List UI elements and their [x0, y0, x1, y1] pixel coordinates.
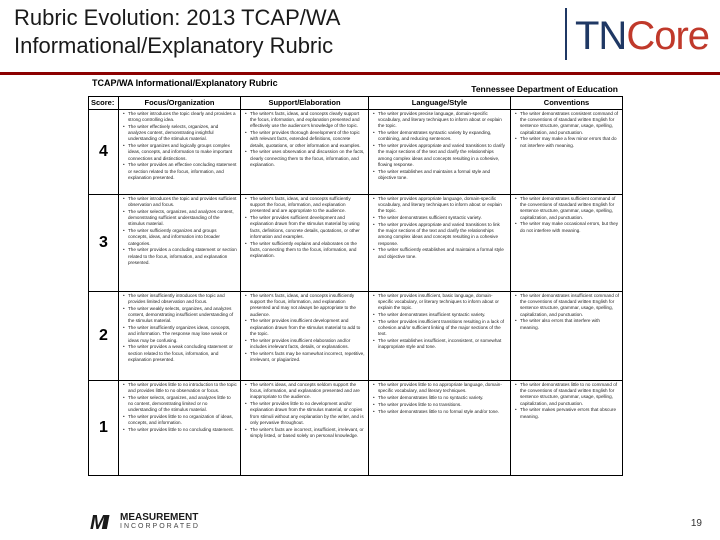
- table-row: [89, 195, 623, 292]
- title-line-2: Informational/Explanatory Rubric: [14, 33, 334, 58]
- focus-cell: [119, 292, 241, 381]
- column-header: Score:: [89, 97, 119, 110]
- language-cell: [369, 195, 511, 292]
- column-header: Focus/Organization: [119, 97, 241, 110]
- title-line-1: Rubric Evolution: 2013 TCAP/WA: [14, 5, 341, 30]
- language-cell: [369, 110, 511, 195]
- criteria-list: [372, 382, 507, 415]
- criterion-item: • The writer insufficiently introduces the topic and provides limited observation and focus.: [128, 293, 237, 305]
- criterion-item: • The writer provides sufficient development and explanation drawn from the stimulus material by using facts, definitions, concrete details, quotations, or other information and examples.: [250, 215, 365, 240]
- table-header-row: [89, 97, 623, 110]
- criterion-item: • The writer weakly selects, organizes, and analyzes content, demonstrating insufficient understanding of the stimulus material.: [128, 306, 237, 325]
- criteria-list: [122, 196, 237, 266]
- score-cell: 4: [89, 110, 119, 195]
- score-cell: 1: [89, 381, 119, 476]
- score-cell: 2: [89, 292, 119, 381]
- criterion-item: • The writer sufficiently establishes and maintains a formal style and objective tone.: [378, 247, 507, 259]
- criterion-item: • The writer's facts, ideas, and concepts clearly support the focus, information, and explanation presented and effectively use the audience's knowledge of the topic.: [250, 111, 365, 130]
- criterion-item: • The writer provides insufficient transitions resulting in a lack of cohesion and/or sufficient linking of the major sections of the text.: [378, 319, 507, 338]
- criterion-item: • The writer's facts, ideas, and concepts insufficiently support the focus, information, and explanation presented and may not always be appropriate to the audience.: [250, 293, 365, 318]
- language-cell: [369, 292, 511, 381]
- header-rule: [0, 72, 720, 75]
- column-header: Support/Elaboration: [241, 97, 369, 110]
- criterion-item: • The writer provides little to no appropriate language, domain-specific vocabulary, and literary techniques.: [378, 382, 507, 394]
- logo-mark: MI: [90, 512, 107, 534]
- criterion-item: • The writer demonstrates little to no formal style and/or tone.: [378, 409, 507, 415]
- criteria-list: [514, 293, 619, 331]
- criteria-list: [372, 196, 507, 260]
- support-cell: [241, 381, 369, 476]
- conventions-cell: [511, 195, 623, 292]
- criterion-item: • The writer's facts, ideas, and concepts sufficiently support the focus, information, and explanation presented and are appropriate to the audience.: [250, 196, 365, 215]
- focus-cell: [119, 381, 241, 476]
- criterion-item: • The writer provides little to no introduction to the topic and provides little to no observation or focus.: [128, 382, 237, 394]
- criterion-item: • The writer introduces the topic and provides sufficient observation and focus.: [128, 196, 237, 208]
- logo-line-1: MEASUREMENT: [120, 512, 199, 523]
- criterion-item: • The writer demonstrates little to no command of the conventions of standard written English for sentence structure, grammar, usage, spelling, capitalization, and punctuation.: [520, 382, 619, 407]
- criteria-list: [244, 196, 365, 259]
- criterion-item: • The writer provides an effective concluding statement or section related to the focus, information, and explanation presented.: [128, 162, 237, 181]
- criterion-item: • The writer provides little to no concluding statement.: [128, 427, 237, 433]
- table-row: [89, 381, 623, 476]
- criterion-item: • The writer makes pervasive errors that obscure meaning.: [520, 407, 619, 419]
- criterion-item: • The writer establishes insufficient, inconsistent, or somewhat inappropriate style and tone.: [378, 338, 507, 350]
- criteria-list: [244, 111, 365, 168]
- conventions-cell: [511, 381, 623, 476]
- logo-tn: TN: [575, 14, 627, 58]
- criterion-item: • The writer provides insufficient, basic language, domain-specific vocabulary, or literary techniques to inform about or explain the topic.: [378, 293, 507, 312]
- support-cell: [241, 292, 369, 381]
- table-row: [89, 110, 623, 195]
- criterion-item: • The writer selects, organizes, and analyzes content, demonstrating sufficient understanding of the stimulus material.: [128, 209, 237, 228]
- criteria-list: [122, 382, 237, 433]
- criterion-item: • The writer demonstrates insufficient command of the conventions of standard written English for sentence structure, grammar, usage, spelling, capitalization, and punctuation.: [520, 293, 619, 318]
- rubric-table: [88, 96, 623, 476]
- criterion-item: • The writer demonstrates insufficient syntactic variety.: [378, 312, 507, 318]
- criterion-item: • The writer provides little to no organization of ideas, concepts, and information.: [128, 414, 237, 426]
- criteria-list: [514, 196, 619, 234]
- criterion-item: • The writer insufficiently organizes ideas, concepts, and information. The response may lose weak or ideas may be confusing.: [128, 325, 237, 344]
- criterion-item: • The writer demonstrates sufficient command of the conventions of standard written English for sentence structure, grammar, usage, spelling, capitalization, and punctuation.: [520, 196, 619, 221]
- criterion-item: • The writer's facts are incorrect, insufficient, irrelevant, or simply listed, or based solely on personal knowledge.: [250, 427, 365, 439]
- criterion-item: • The writer sufficiently explains and elaborates on the facts, connecting them to the focus, information, and explanation.: [250, 241, 365, 260]
- criteria-list: [514, 111, 619, 149]
- criterion-item: • The writer provides a concluding statement or section related to the focus, information, and explanation presented.: [128, 247, 237, 266]
- criterion-item: • The writer selects, organizes, and analyzes little to no content, demonstrating limited or no understanding of the stimulus material.: [128, 395, 237, 414]
- criterion-item: • The writer provides appropriate and varied transitions to clarify the major sections of the text and clarify the relationships among complex ideas and concepts resulting in a cohesive, flowing response.: [378, 143, 507, 168]
- rubric-document: [88, 78, 622, 508]
- criterion-item: • The writer provides thorough development of the topic with relevant facts, extended definitions, concrete details, quotations, or other information and examples.: [250, 130, 365, 149]
- criteria-list: [244, 293, 365, 363]
- criterion-item: • The writer provides appropriate and varied transitions to link the major sections of the text and clarify the relationships among complex ideas and concepts resulting in a cohesive response.: [378, 222, 507, 247]
- conventions-cell: [511, 110, 623, 195]
- logo-line-2: INCORPORATED: [120, 523, 200, 530]
- criterion-item: • The writer may make a few minor errors that do not interfere with meaning.: [520, 136, 619, 148]
- criteria-list: [244, 382, 365, 439]
- table-row: [89, 292, 623, 381]
- criterion-item: • The writer organizes and logically groups complex ideas, concepts, and information to make important connections and distinctions.: [128, 143, 237, 162]
- document-title: TCAP/WA Informational/Explanatory Rubric: [92, 78, 278, 88]
- criterion-item: • The writer's ideas, and concepts seldom support the focus, information, and explanation presented and are inappropriate to the audience.: [250, 382, 365, 401]
- criteria-list: [372, 111, 507, 181]
- criterion-item: • The writer introduces the topic clearly and provides a strong controlling idea.: [128, 111, 237, 123]
- column-header: Language/Style: [369, 97, 511, 110]
- focus-cell: [119, 110, 241, 195]
- criterion-item: • The writer provides little to no development and/or explanation drawn from the stimulus material, or copies from stimuli without any explanation by the writer, and is only pervasive throughout.: [250, 401, 365, 426]
- logo-core: Core: [626, 14, 710, 58]
- criterion-item: • The writer provides a weak concluding statement or section related to the focus, information, and explanation presented.: [128, 344, 237, 363]
- criterion-item: • The writer also errors that interfere with meaning.: [520, 318, 619, 330]
- criteria-list: [122, 293, 237, 363]
- support-cell: [241, 110, 369, 195]
- focus-cell: [119, 195, 241, 292]
- column-header: Conventions: [511, 97, 623, 110]
- criterion-item: • The writer may make occasional errors, but they do not interfere with meaning.: [520, 221, 619, 233]
- criteria-list: [122, 111, 237, 181]
- criterion-item: • The writer demonstrates little to no syntactic variety.: [378, 395, 507, 401]
- criterion-item: • The writer demonstrates syntactic variety by expanding, combining, and reducing sentences.: [378, 130, 507, 142]
- page-number: 19: [690, 518, 702, 529]
- slide-title: [14, 4, 534, 60]
- support-cell: [241, 195, 369, 292]
- criterion-item: • The writer demonstrates sufficient syntactic variety.: [378, 215, 507, 221]
- criterion-item: • The writer provides precise language, domain-specific vocabulary, and literary techniques to inform about or explain the topic.: [378, 111, 507, 130]
- language-cell: [369, 381, 511, 476]
- criterion-item: • The writer's facts may be somewhat incorrect, repetitive, irrelevant, or plagiarized.: [250, 351, 365, 363]
- criterion-item: • The writer provides insufficient elaboration and/or includes irrelevant facts, details, or explanations.: [250, 338, 365, 350]
- criteria-list: [372, 293, 507, 351]
- criterion-item: • The writer demonstrates consistent command of the conventions of standard written English for sentence structure, grammar, usage, spelling, capitalization, and punctuation.: [520, 111, 619, 136]
- score-cell: 3: [89, 195, 119, 292]
- conventions-cell: [511, 292, 623, 381]
- document-department: Tennessee Department of Education: [471, 84, 618, 94]
- criterion-item: • The writer provides appropriate language, domain-specific vocabulary, and literary techniques to inform about or explain the topic.: [378, 196, 507, 215]
- criterion-item: • The writer provides insufficient development and explanation drawn from the stimulus material to add to the topic.: [250, 318, 365, 337]
- criterion-item: • The writer provides little to no transitions.: [378, 402, 507, 408]
- criteria-list: [514, 382, 619, 420]
- header-divider: [565, 8, 567, 60]
- criterion-item: • The writer uses observation and discussion on the facts, clearly connecting them to the focus, information, and explanation.: [250, 149, 365, 168]
- criterion-item: • The writer sufficiently organizes and groups concepts, ideas, and information into broader categories.: [128, 228, 237, 247]
- document-header: [88, 78, 622, 98]
- tncore-logo: [575, 12, 709, 60]
- criterion-item: • The writer establishes and maintains a formal style and objective tone.: [378, 169, 507, 181]
- criterion-item: • The writer effectively selects, organizes, and analyzes content, demonstrating insightful understanding of the stimulus material.: [128, 124, 237, 143]
